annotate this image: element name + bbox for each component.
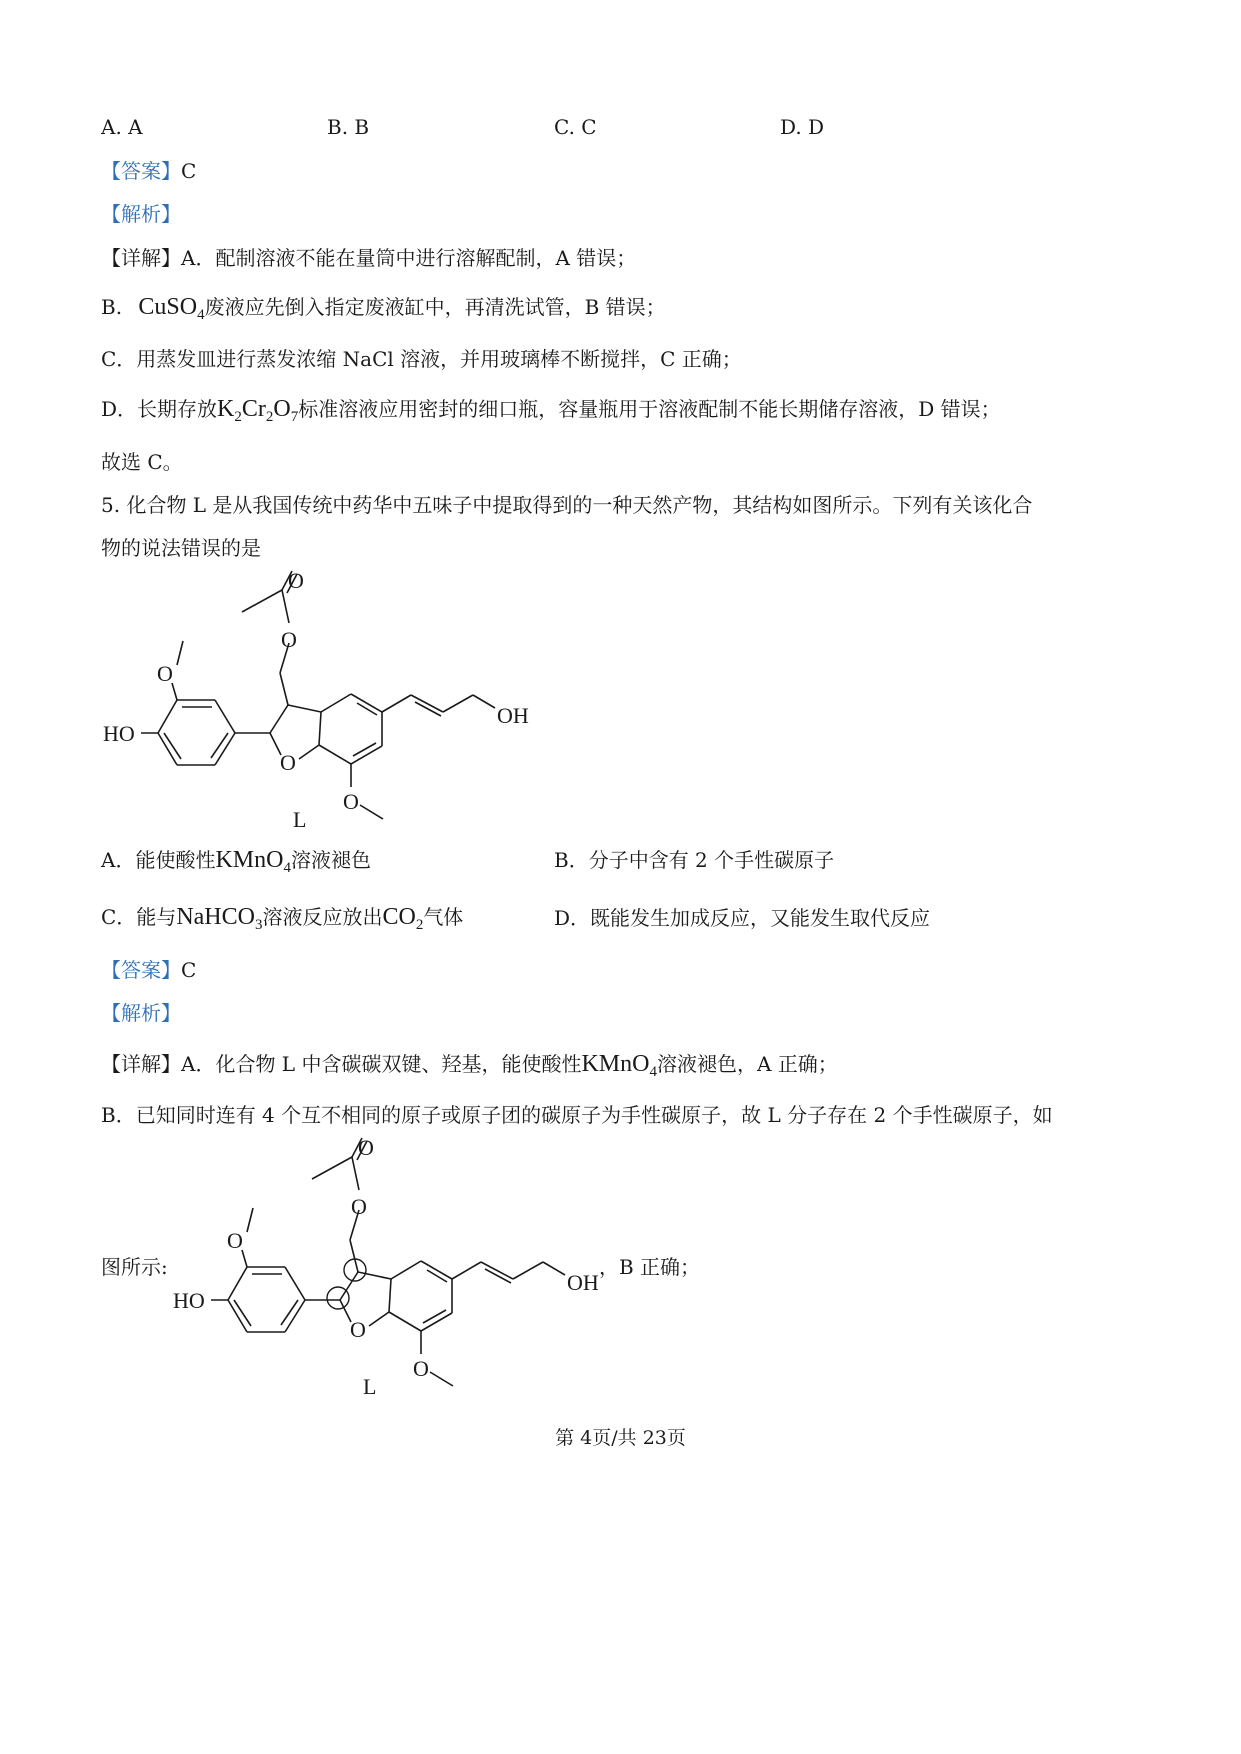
formula-sub: 2 — [234, 409, 242, 425]
formula-k2cr2o7 — [217, 396, 299, 425]
q5-option-d: D．既能发生加成反应，又能发生取代反应 — [554, 906, 931, 930]
detail-d — [101, 396, 1001, 425]
bonds — [211, 1138, 565, 1386]
formula-sub: 2 — [415, 917, 424, 933]
q5-answer-line — [101, 960, 196, 980]
compound-label: L — [293, 807, 307, 832]
atom-ring-o: O — [280, 750, 296, 775]
detail-tag: 【详解】 — [101, 1052, 181, 1076]
atom-methoxy-o: O — [227, 1228, 243, 1253]
detail-a-prefix: A．化合物 L 中含碳碳双键、羟基，能使酸性 — [181, 1052, 582, 1076]
formula-text: K — [217, 396, 235, 422]
structure-l-figure — [95, 565, 545, 835]
formula-cuso4 — [138, 294, 205, 323]
q5-analysis-tag: 【解析】 — [101, 1001, 181, 1025]
structure-l-chiral-figure — [165, 1132, 615, 1402]
option-b: B. B — [327, 115, 370, 139]
formula-text: CO — [382, 904, 416, 930]
detail-a-text: A．配制溶液不能在量筒中进行溶解配制，A 错误； — [181, 246, 637, 270]
atom-methoxy2-o: O — [343, 789, 359, 814]
option-c-prefix: C．能与 — [101, 905, 177, 929]
conclusion: 故选 C。 — [101, 450, 183, 474]
figure-caption: 图所示: — [101, 1255, 168, 1279]
detail-d-text: 标准溶液应用密封的细口瓶，容量瓶用于溶液配制不能长期储存溶液，D 错误； — [298, 397, 1001, 421]
formula-kmno4 — [581, 1051, 657, 1080]
formula-sub: 4 — [649, 1064, 657, 1080]
atom-carbonyl-o: O — [288, 568, 304, 593]
q5-option-a — [101, 847, 371, 876]
q5-option-b: B．分子中含有 2 个手性碳原子 — [554, 848, 835, 872]
detail-a — [101, 248, 636, 268]
detail-c: C．用蒸发皿进行蒸发浓缩 NaCl 溶液，并用玻璃棒不断搅拌，C 正确； — [101, 347, 742, 371]
option-a-prefix: A．能使酸性 — [101, 848, 216, 872]
compound-label: L — [363, 1374, 377, 1399]
atom-oh: OH — [497, 703, 529, 728]
formula-co2 — [382, 904, 424, 933]
formula-text: NaHCO — [176, 904, 255, 930]
answer-tag: 【答案】 — [101, 159, 181, 183]
page-footer: 第 4页/共 23页 — [555, 1427, 686, 1449]
option-c-mid: 溶液反应放出 — [262, 905, 383, 929]
answer-tag: 【答案】 — [101, 958, 181, 982]
detail-a-suffix: 溶液褪色，A 正确； — [656, 1052, 838, 1076]
option-d: D. D — [780, 115, 825, 139]
bonds — [141, 571, 495, 819]
detail-d-prefix: D．长期存放 — [101, 397, 218, 421]
formula-sub: 2 — [265, 409, 274, 425]
formula-text: KMnO — [215, 847, 284, 873]
answer-line — [101, 161, 196, 181]
atom-methoxy2-o: O — [413, 1356, 429, 1381]
option-c-suffix: 气体 — [423, 905, 464, 929]
detail-tag: 【详解】 — [101, 246, 181, 270]
formula-sub: 4 — [197, 307, 205, 323]
q5-detail-b: B．已知同时连有 4 个互不相同的原子或原子团的碳原子为手性碳原子，故 L 分子存在 2 个手性碳原子，如 — [101, 1103, 1053, 1127]
atom-ester-o: O — [281, 627, 297, 652]
detail-b — [101, 294, 666, 323]
atom-ho: HO — [103, 721, 135, 746]
answer-value: C — [181, 958, 197, 982]
detail-b-text: 废液应先倒入指定废液缸中，再清洗试管，B 错误； — [204, 295, 666, 319]
formula-text: KMnO — [581, 1051, 650, 1077]
option-a: A. A — [101, 115, 143, 139]
option-c: C. C — [554, 115, 597, 139]
option-a-suffix: 溶液褪色 — [290, 848, 371, 872]
formula-nahco3 — [176, 904, 263, 933]
formula-text: O — [273, 396, 291, 422]
q5-stem-line2: 物的说法错误的是 — [101, 536, 261, 560]
q5-detail-a — [101, 1051, 838, 1080]
atom-ring-o: O — [350, 1317, 366, 1342]
analysis-tag: 【解析】 — [101, 202, 181, 226]
atom-carbonyl-o: O — [358, 1135, 374, 1160]
atom-ester-o: O — [351, 1194, 367, 1219]
formula-sub: 4 — [283, 860, 291, 876]
q5-option-c — [101, 904, 464, 933]
formula-text: CuSO — [138, 294, 198, 320]
q5-stem-line1: 5. 化合物 L 是从我国传统中药华中五味子中提取得到的一种天然产物，其结构如图所示。下列有关该化合 — [101, 493, 1033, 517]
formula-kmno4 — [215, 847, 291, 876]
atom-oh: OH — [567, 1270, 599, 1295]
answer-value: C — [181, 159, 197, 183]
formula-sub: 7 — [290, 409, 299, 425]
atom-ho: HO — [173, 1288, 205, 1313]
formula-text: Cr — [241, 396, 266, 422]
formula-sub: 3 — [254, 917, 263, 933]
chiral-center-marker — [327, 1287, 349, 1309]
atom-methoxy-o: O — [157, 661, 173, 686]
detail-b-prefix: B. — [101, 295, 123, 319]
figure-after: ，B 正确； — [599, 1255, 701, 1279]
